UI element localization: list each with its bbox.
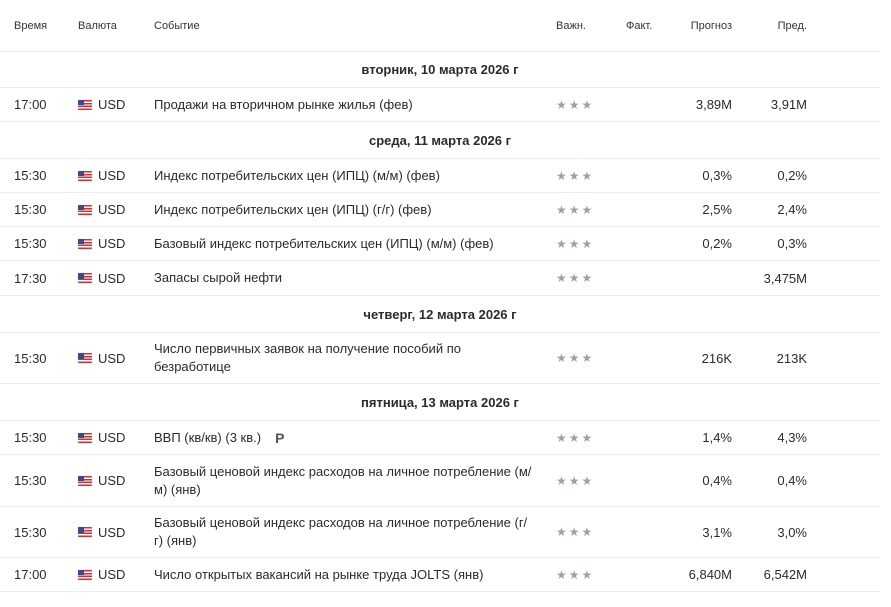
currency-code: USD — [98, 202, 126, 217]
event-time: 15:30 — [14, 350, 47, 366]
importance-stars-icon — [556, 455, 594, 506]
table-row[interactable] — [0, 507, 880, 558]
date-separator — [0, 384, 880, 421]
currency-cell — [78, 558, 125, 591]
importance-stars-icon — [556, 261, 594, 295]
currency-code: USD — [98, 473, 126, 488]
event-name-text[interactable]: Продажи на вторичном рынке жилья (фев) — [154, 96, 413, 112]
event-time: 15:30 — [14, 236, 47, 251]
date-label: четверг, 12 марта 2026 г — [363, 306, 517, 322]
currency-cell — [78, 507, 125, 557]
header-time[interactable]: Время — [14, 19, 48, 32]
event-name-text[interactable]: Базовый ценовой индекс расходов на личное потребление (м/м) (янв) — [154, 463, 532, 497]
forecast-value: 216K — [701, 350, 732, 366]
header-previous[interactable]: Пред. — [777, 19, 807, 32]
importance-stars-icon — [556, 507, 594, 557]
forecast-value: 0,2% — [702, 236, 732, 251]
previous-value: 0,2% — [777, 168, 807, 183]
us-flag-icon — [78, 527, 92, 537]
event-name[interactable] — [154, 455, 534, 506]
table-header — [0, 0, 880, 52]
event-time: 17:30 — [14, 270, 47, 286]
importance-stars: ★★★ — [556, 567, 595, 582]
importance-stars-icon — [556, 558, 594, 591]
table-row[interactable] — [0, 455, 880, 507]
currency-code: USD — [98, 567, 126, 582]
event-name[interactable] — [154, 261, 534, 295]
event-time: 15:30 — [14, 168, 47, 183]
importance-stars-icon — [556, 333, 594, 383]
currency-cell — [78, 261, 125, 295]
table-row[interactable] — [0, 558, 880, 592]
us-flag-icon — [78, 353, 92, 363]
forecast-value: 3,1% — [702, 524, 732, 540]
importance-stars: ★★★ — [556, 97, 595, 112]
currency-code: USD — [98, 430, 126, 445]
us-flag-icon — [78, 570, 92, 580]
header-currency[interactable]: Валюта — [78, 19, 117, 32]
table-row[interactable] — [0, 88, 880, 122]
event-name-text[interactable]: Индекс потребительских цен (ИПЦ) (м/м) (фев) — [154, 167, 440, 183]
currency-cell — [78, 88, 125, 121]
forecast-value: 0,4% — [702, 473, 732, 488]
currency-code: USD — [98, 236, 126, 251]
date-label: пятница, 13 марта 2026 г — [361, 394, 519, 410]
importance-stars-icon — [556, 88, 594, 121]
currency-cell — [78, 455, 125, 506]
table-row[interactable] — [0, 421, 880, 455]
table-row[interactable] — [0, 159, 880, 193]
table-row[interactable] — [0, 193, 880, 227]
date-separator — [0, 52, 880, 88]
event-name[interactable] — [154, 227, 534, 260]
date-label: среда, 11 марта 2026 г — [368, 132, 512, 148]
event-time: 15:30 — [14, 430, 47, 445]
currency-cell — [78, 193, 125, 226]
previous-value: 213K — [776, 350, 807, 366]
us-flag-icon — [78, 476, 92, 486]
event-time: 15:30 — [14, 524, 47, 540]
forecast-value: 6,840M — [688, 567, 732, 582]
event-name[interactable] — [154, 193, 534, 226]
us-flag-icon — [78, 100, 92, 110]
previous-value: 0,4% — [777, 473, 807, 488]
currency-code: USD — [98, 168, 126, 183]
importance-stars: ★★★ — [556, 271, 595, 285]
currency-code: USD — [98, 97, 126, 112]
event-name-text[interactable]: ВВП (кв/кв) (3 кв.) — [154, 429, 262, 445]
date-separator — [0, 122, 880, 159]
event-name[interactable] — [154, 159, 534, 192]
importance-stars: ★★★ — [556, 430, 595, 445]
us-flag-icon — [78, 273, 92, 283]
us-flag-icon — [78, 205, 92, 215]
previous-value: 3,0% — [777, 524, 807, 540]
event-time: 15:30 — [14, 202, 47, 217]
header-importance[interactable]: Важн. — [556, 19, 586, 32]
importance-stars: ★★★ — [556, 525, 595, 539]
us-flag-icon — [78, 433, 92, 443]
event-name-text[interactable]: Запасы сырой нефти — [154, 270, 283, 285]
header-actual[interactable]: Факт. — [626, 19, 653, 32]
currency-code: USD — [98, 524, 126, 540]
event-name-text[interactable]: Число первичных заявок на получение пособий по безработице — [154, 341, 461, 374]
table-row[interactable] — [0, 333, 880, 384]
event-name-text[interactable]: Индекс потребительских цен (ИПЦ) (г/г) (фев) — [154, 201, 432, 217]
event-name-text[interactable]: Число открытых вакансий на рынке труда JOLTS (янв) — [154, 566, 484, 582]
currency-cell — [78, 159, 125, 192]
importance-stars-icon — [556, 159, 594, 192]
currency-cell — [78, 333, 125, 383]
previous-value: 6,542M — [763, 567, 807, 582]
event-time: 17:00 — [14, 97, 47, 112]
header-event[interactable]: Событие — [154, 19, 200, 32]
forecast-value — [660, 261, 732, 295]
importance-stars-icon — [556, 227, 594, 260]
forecast-value: 3,89M — [695, 97, 732, 112]
importance-stars: ★★★ — [556, 236, 595, 251]
importance-stars-icon — [556, 193, 594, 226]
forecast-value: 0,3% — [702, 168, 732, 183]
preliminary-badge: P — [275, 429, 285, 446]
event-time: 17:00 — [14, 567, 47, 582]
event-time: 15:30 — [14, 473, 47, 488]
importance-stars: ★★★ — [556, 473, 595, 488]
forecast-value: 1,4% — [702, 430, 732, 445]
importance-stars: ★★★ — [556, 202, 595, 217]
table-row[interactable] — [0, 227, 880, 261]
event-name[interactable] — [154, 421, 534, 454]
header-forecast[interactable]: Прогноз — [690, 19, 732, 32]
previous-value: 0,3% — [777, 236, 807, 251]
us-flag-icon — [78, 171, 92, 181]
date-separator — [0, 296, 880, 333]
importance-stars-icon — [556, 421, 594, 454]
event-name-text[interactable]: Базовый индекс потребительских цен (ИПЦ) (м/м) (фев) — [154, 235, 494, 251]
event-name[interactable] — [154, 507, 534, 557]
currency-code: USD — [98, 270, 126, 286]
event-name-text[interactable]: Базовый ценовой индекс расходов на личное потребление (г/г) (янв) — [154, 515, 528, 548]
previous-value: 4,3% — [777, 430, 807, 445]
importance-stars: ★★★ — [556, 168, 595, 183]
currency-cell — [78, 227, 125, 260]
table-row[interactable] — [0, 261, 880, 296]
currency-code: USD — [98, 350, 126, 366]
previous-value: 3,475M — [763, 270, 807, 286]
importance-stars: ★★★ — [556, 351, 595, 365]
currency-cell — [78, 421, 125, 454]
us-flag-icon — [78, 239, 92, 249]
previous-value: 2,4% — [777, 202, 807, 217]
event-name[interactable] — [154, 88, 534, 121]
previous-value: 3,91M — [770, 97, 807, 112]
date-label: вторник, 10 марта 2026 г — [361, 62, 519, 77]
forecast-value: 2,5% — [702, 202, 732, 217]
event-name[interactable] — [154, 558, 534, 591]
event-name[interactable] — [154, 333, 484, 383]
